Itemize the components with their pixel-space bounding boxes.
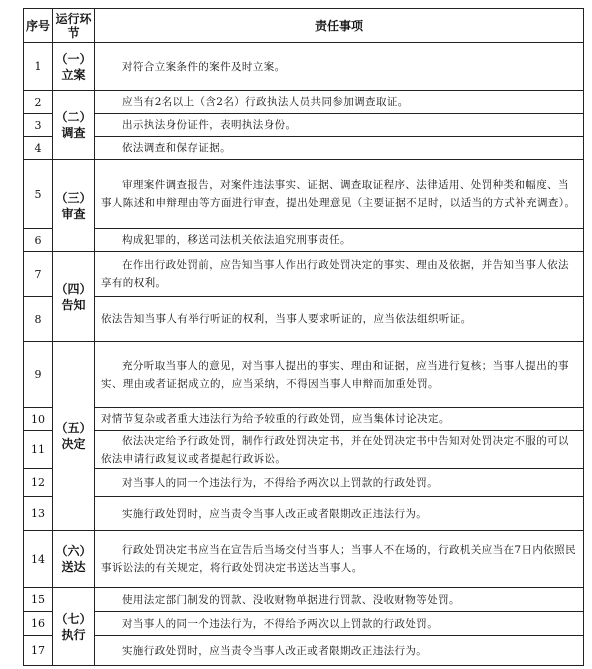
stage-index: （一）: [55, 51, 92, 66]
table-header-row: [24, 9, 584, 43]
stage-cell-gaozhi: [53, 252, 95, 342]
responsibility-item: [95, 431, 584, 469]
item-text: 对当事人的同一个违法行为，不得给予两次以上罚款的行政处罚。: [122, 617, 439, 630]
item-text: 在作出行政处罚前，应告知当事人作出行政处罚决定的事实、理由及依据，并告知当事人依法享有的权利。: [101, 259, 569, 289]
responsibility-item: [95, 137, 584, 160]
row-number: 16: [24, 612, 53, 636]
responsibility-table-page: [23, 8, 583, 666]
item-text: 对情节复杂或者重大违法行为给予较重的行政处罚，应当集体讨论决定。: [101, 413, 450, 425]
row-number: 12: [24, 469, 53, 497]
item-text: 实施行政处罚时，应当责令当事人改正或者限期改正违法行为。: [122, 644, 428, 657]
row-number: 5: [24, 160, 53, 229]
row-number: 10: [24, 408, 53, 431]
row-number: 2: [24, 91, 53, 114]
table-row: [24, 229, 584, 252]
item-text: 对符合立案条件的案件及时立案。: [122, 60, 286, 73]
table-row: [24, 612, 584, 636]
row-number: 14: [24, 531, 53, 588]
stage-name: 告知: [61, 297, 86, 312]
header-item: 责任事项: [95, 9, 584, 43]
responsibility-item: [95, 531, 584, 588]
row-number: 11: [24, 431, 53, 469]
stage-name: 审查: [61, 206, 86, 221]
table-row: [24, 588, 584, 612]
responsibility-item: [95, 636, 584, 666]
responsibility-item: [95, 297, 584, 342]
table-row: [24, 408, 584, 431]
stage-cell-zhixing: [53, 588, 95, 666]
row-number: 17: [24, 636, 53, 666]
responsibility-item: [95, 252, 584, 297]
stage-index: （四）: [55, 281, 92, 296]
row-number: 13: [24, 497, 53, 531]
stage-index: （二）: [55, 110, 92, 124]
item-text: 审理案件调查报告，对案件违法事实、证据、调查取证程序、法律适用、处罚种类和幅度、当事人陈述和申辩理由等方面进行审查，提出处理意见（主要证据不足时，以适当的方式补充调查）。: [101, 179, 576, 209]
row-number: 7: [24, 252, 53, 297]
table-row: [24, 342, 584, 408]
stage-index: （三）: [55, 190, 92, 205]
stage-cell-songda: [53, 531, 95, 588]
item-text: 构成犯罪的，移送司法机关依法追究刑事责任。: [122, 234, 351, 246]
row-number: 6: [24, 229, 53, 252]
stage-name: 立案: [61, 67, 86, 82]
table-row: [24, 297, 584, 342]
item-text: 对当事人的同一个违法行为，不得给予两次以上罚款的行政处罚。: [122, 476, 439, 489]
responsibility-item: [95, 612, 584, 636]
item-text: 依法告知当事人有举行听证的权利，当事人要求听证的，应当依法组织听证。: [101, 313, 472, 325]
table-row: [24, 160, 584, 229]
table-row: [24, 431, 584, 469]
item-text: 实施行政处罚时，应当责令当事人改正或者限期改正违法行为。: [122, 507, 428, 520]
stage-name: 执行: [61, 627, 86, 642]
stage-name: 调查: [61, 126, 86, 140]
table-row: [24, 91, 584, 114]
table-row: [24, 531, 584, 588]
row-number: 3: [24, 114, 53, 137]
item-text: 使用法定部门制发的罚款、没收财物单据进行罚款、没收财物等处罚。: [122, 593, 460, 606]
stage-name: 送达: [61, 560, 86, 574]
responsibility-item: [95, 588, 584, 612]
table-row: [24, 252, 584, 297]
table-row: [24, 497, 584, 531]
item-text: 依法决定给予行政处罚，制作行政处罚决定书，并在处罚决定书中告知对处罚决定不服的可以依法申请行政复议或者提起行政诉讼。: [101, 434, 569, 465]
header-stage: 运行环节: [53, 9, 95, 43]
stage-cell-lian: [53, 43, 95, 91]
table-row: [24, 636, 584, 666]
responsibility-table: [23, 8, 584, 666]
row-number: 15: [24, 588, 53, 612]
stage-index: （七）: [55, 611, 92, 626]
table-row: [24, 137, 584, 160]
stage-cell-jueding: [53, 342, 95, 531]
responsibility-item: [95, 43, 584, 91]
stage-index: （五）: [55, 421, 92, 435]
header-seq: 序号: [24, 9, 53, 43]
item-text: 充分听取当事人的意见，对当事人提出的事实、理由和证据，应当进行复核；当事人提出的事实、理由或者证据成立的，应当采纳，不得因当事人申辩而加重处罚。: [101, 359, 569, 390]
stage-cell-shencha: [53, 160, 95, 252]
responsibility-item: [95, 497, 584, 531]
table-row: [24, 469, 584, 497]
responsibility-item: [95, 114, 584, 137]
stage-name: 决定: [61, 437, 86, 451]
stage-index: （六）: [55, 544, 92, 558]
responsibility-item: [95, 469, 584, 497]
row-number: 9: [24, 342, 53, 408]
item-text: 依法调查和保存证据。: [122, 142, 231, 154]
item-text: 出示执法身份证件，表明执法身份。: [122, 119, 297, 131]
stage-cell-diaocha: [53, 91, 95, 160]
table-row: [24, 114, 584, 137]
row-number: 8: [24, 297, 53, 342]
item-text: 应当有2名以上（含2名）行政执法人员共同参加调查取证。: [122, 96, 409, 108]
item-text: 行政处罚决定书应当在宣告后当场交付当事人；当事人不在场的，行政机关应当在7日内依照民事诉讼法的有关规定，将行政处罚决定书送达当事人。: [101, 544, 576, 574]
responsibility-item: [95, 91, 584, 114]
responsibility-item: [95, 408, 584, 431]
row-number: 1: [24, 43, 53, 91]
responsibility-item: [95, 160, 584, 229]
table-row: [24, 43, 584, 91]
row-number: 4: [24, 137, 53, 160]
responsibility-item: [95, 342, 584, 408]
responsibility-item: [95, 229, 584, 252]
